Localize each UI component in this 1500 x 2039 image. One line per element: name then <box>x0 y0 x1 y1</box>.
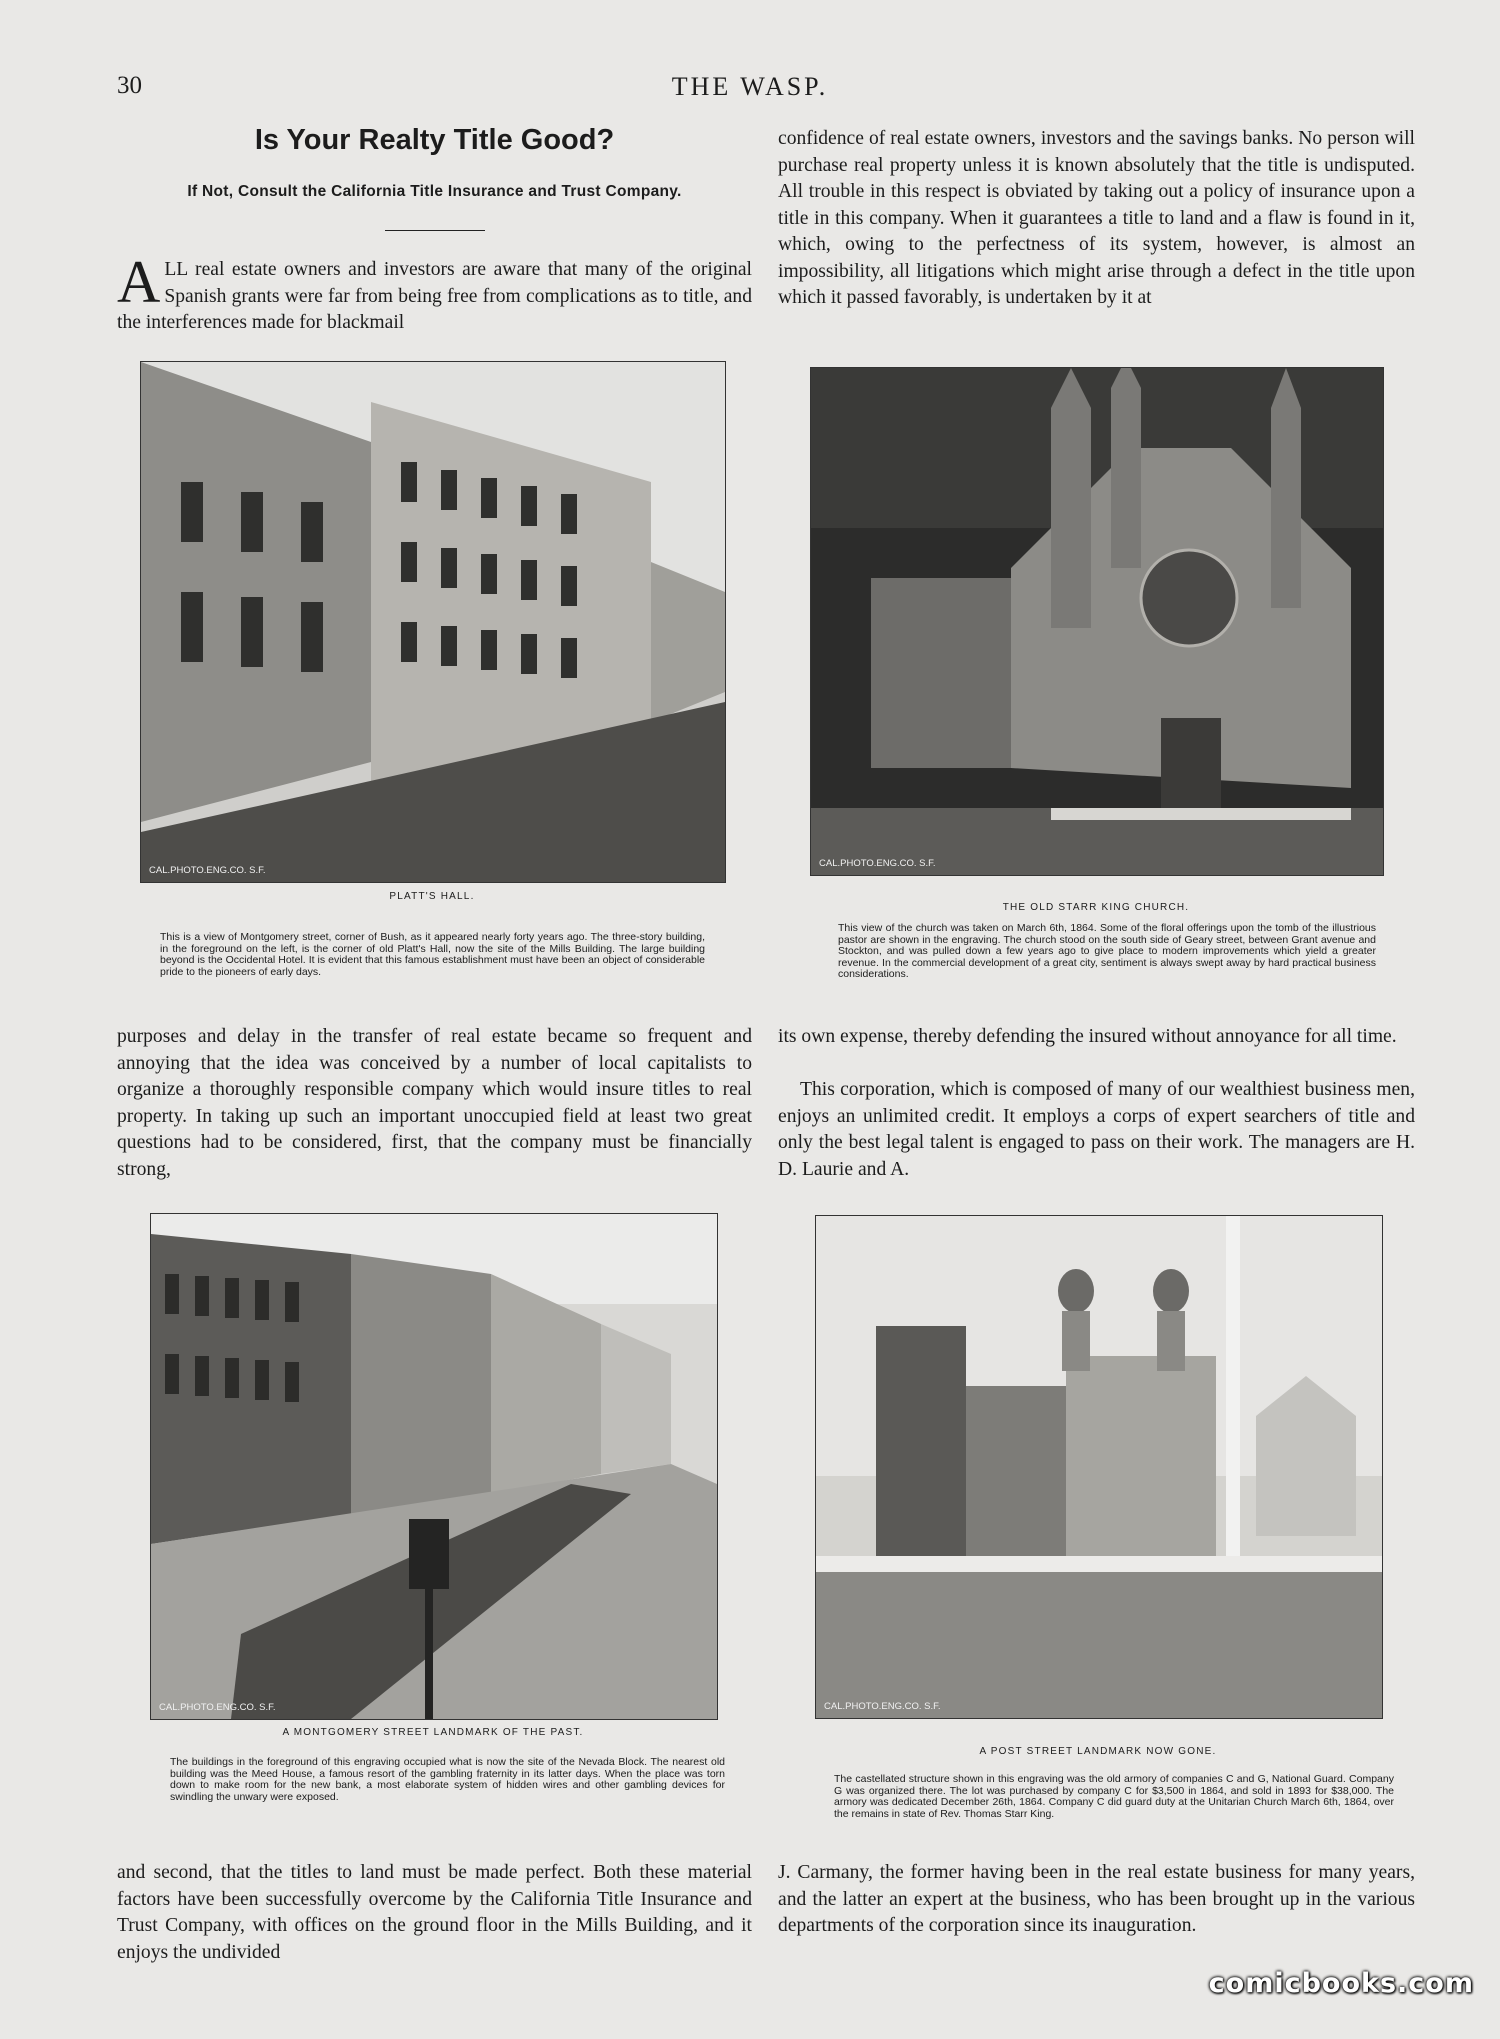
platts-hall-caption-title: PLATT'S HALL. <box>389 891 475 902</box>
left-paragraph-3: and second, that the titles to land must be made perfect. Both these material factors have been successfully overcome by the California Title Insurance and Trust Company, with offices on the ground floor in the Mills Building, and it enjoys the undivided <box>117 1862 752 1963</box>
post-street-armory-caption-title: A POST STREET LANDMARK NOW GONE. <box>979 1746 1217 1757</box>
left-paragraph-2: purposes and delay in the transfer of real estate became so frequent and annoying that the idea was conceived by a number of local capitalists to organize a thoroughly responsible company which would insure titles to real property. In taking up such an important unoccupied field at least two great questions had to be considered, first, that the company must be financially strong, <box>117 1026 752 1180</box>
left-paragraph-1: ALL real estate owners and investors are aware that many of the original Spanish grants were far from being free from complications as to title, and the interferences made for blackmail <box>117 249 752 333</box>
article-subtitle: If Not, Consult the California Title Insurance and Trust Company. <box>187 183 682 200</box>
photo-credit: CAL.PHOTO.ENG.CO. S.F. <box>824 1701 941 1712</box>
starr-king-church-photo <box>810 367 1384 876</box>
page-number: 30 <box>117 72 142 99</box>
starr-king-church-caption: This view of the church was taken on March 6th, 1864. Some of the floral offerings upon the tomb of the illustrious pastor are shown in the engraving. The church stood on the south side of Geary street, between Grant avenue and Stockton, and was pulled down a few years ago to give place to modern improvements which yield a greater revenue. In the commercial development of a great city, sentiment is always swept away by hard practical business considerations. <box>838 922 1376 980</box>
post-street-armory-caption: The castellated structure shown in this engraving was the old armory of companies C and G, National Guard. Company G was organized there. The lot was purchased by company C for $3,500 in 1864, and sold in 1893 for $38,000. The armory was dedicated December 26th, 1864. Company C did guard duty at the Unitarian Church March 6th, 1864, over the remains in state of Rev. Thomas Starr King. <box>834 1773 1394 1820</box>
post-street-armory-photo <box>815 1215 1383 1719</box>
starr-king-church-caption-title: THE OLD STARR KING CHURCH. <box>1002 902 1190 913</box>
right-paragraph-1: confidence of real estate owners, investors and the savings banks. No person will purchase real property unless it is known absolutely that the title is undisputed. All trouble in this respect is obviated by taking out a policy of insurance upon a title in this company. When it guarantees a title to land and a flaw is found in it, which, owing to the perfectness of its system, however, is almost an impossibility, all litigations which might arise through a defect in the title upon which it passed favorably, is undertaken by it at <box>778 128 1415 308</box>
masthead: THE WASP. <box>671 72 829 101</box>
platts-hall-caption: This is a view of Montgomery street, corner of Bush, as it appeared nearly forty years ago. The three-story building, in the foreground on the left, is the corner of old Platt's Hall, now the site of the Mills Building. The large building beyond is the Occidental Hotel. It is evident that this famous establishment must have been an object of considerable pride to the pioneers of early days. <box>160 931 705 978</box>
right-paragraph-3: J. Carmany, the former having been in the real estate business for many years, and the latter an expert at the business, who has been brought up in the various departments of the corporation since its inauguration. <box>778 1862 1415 1936</box>
article-title: Is Your Realty Title Good? <box>254 124 615 156</box>
photo-credit: CAL.PHOTO.ENG.CO. S.F. <box>149 865 266 876</box>
right-paragraph-2b: This corporation, which is composed of many of our wealthiest business men, enjoys an unlimited credit. It employs a corps of expert searchers of title and only the best legal talent is engaged to pass on their work. The managers are H. D. Laurie and A. <box>778 1079 1415 1180</box>
montgomery-street-photo <box>150 1213 718 1720</box>
montgomery-street-caption-title: A MONTGOMERY STREET LANDMARK OF THE PAST. <box>282 1727 584 1738</box>
platts-hall-photo <box>140 361 726 883</box>
title-rule <box>385 230 485 231</box>
photo-credit: CAL.PHOTO.ENG.CO. S.F. <box>819 858 936 869</box>
watermark: comicbooks.com <box>1208 1968 1474 1999</box>
montgomery-street-caption: The buildings in the foreground of this engraving occupied what is now the site of the Nevada Block. The nearest old building was the Meed House, a famous resort of the gambling fraternity in its latter days. When the place was torn down to make room for the new bank, a most elaborate system of hidden wires and other gambling devices for swindling the unwary were exposed. <box>170 1756 725 1803</box>
photo-credit: CAL.PHOTO.ENG.CO. S.F. <box>159 1702 276 1713</box>
right-paragraph-2a: its own expense, thereby defending the insured without annoyance for all time. <box>778 1026 1397 1047</box>
